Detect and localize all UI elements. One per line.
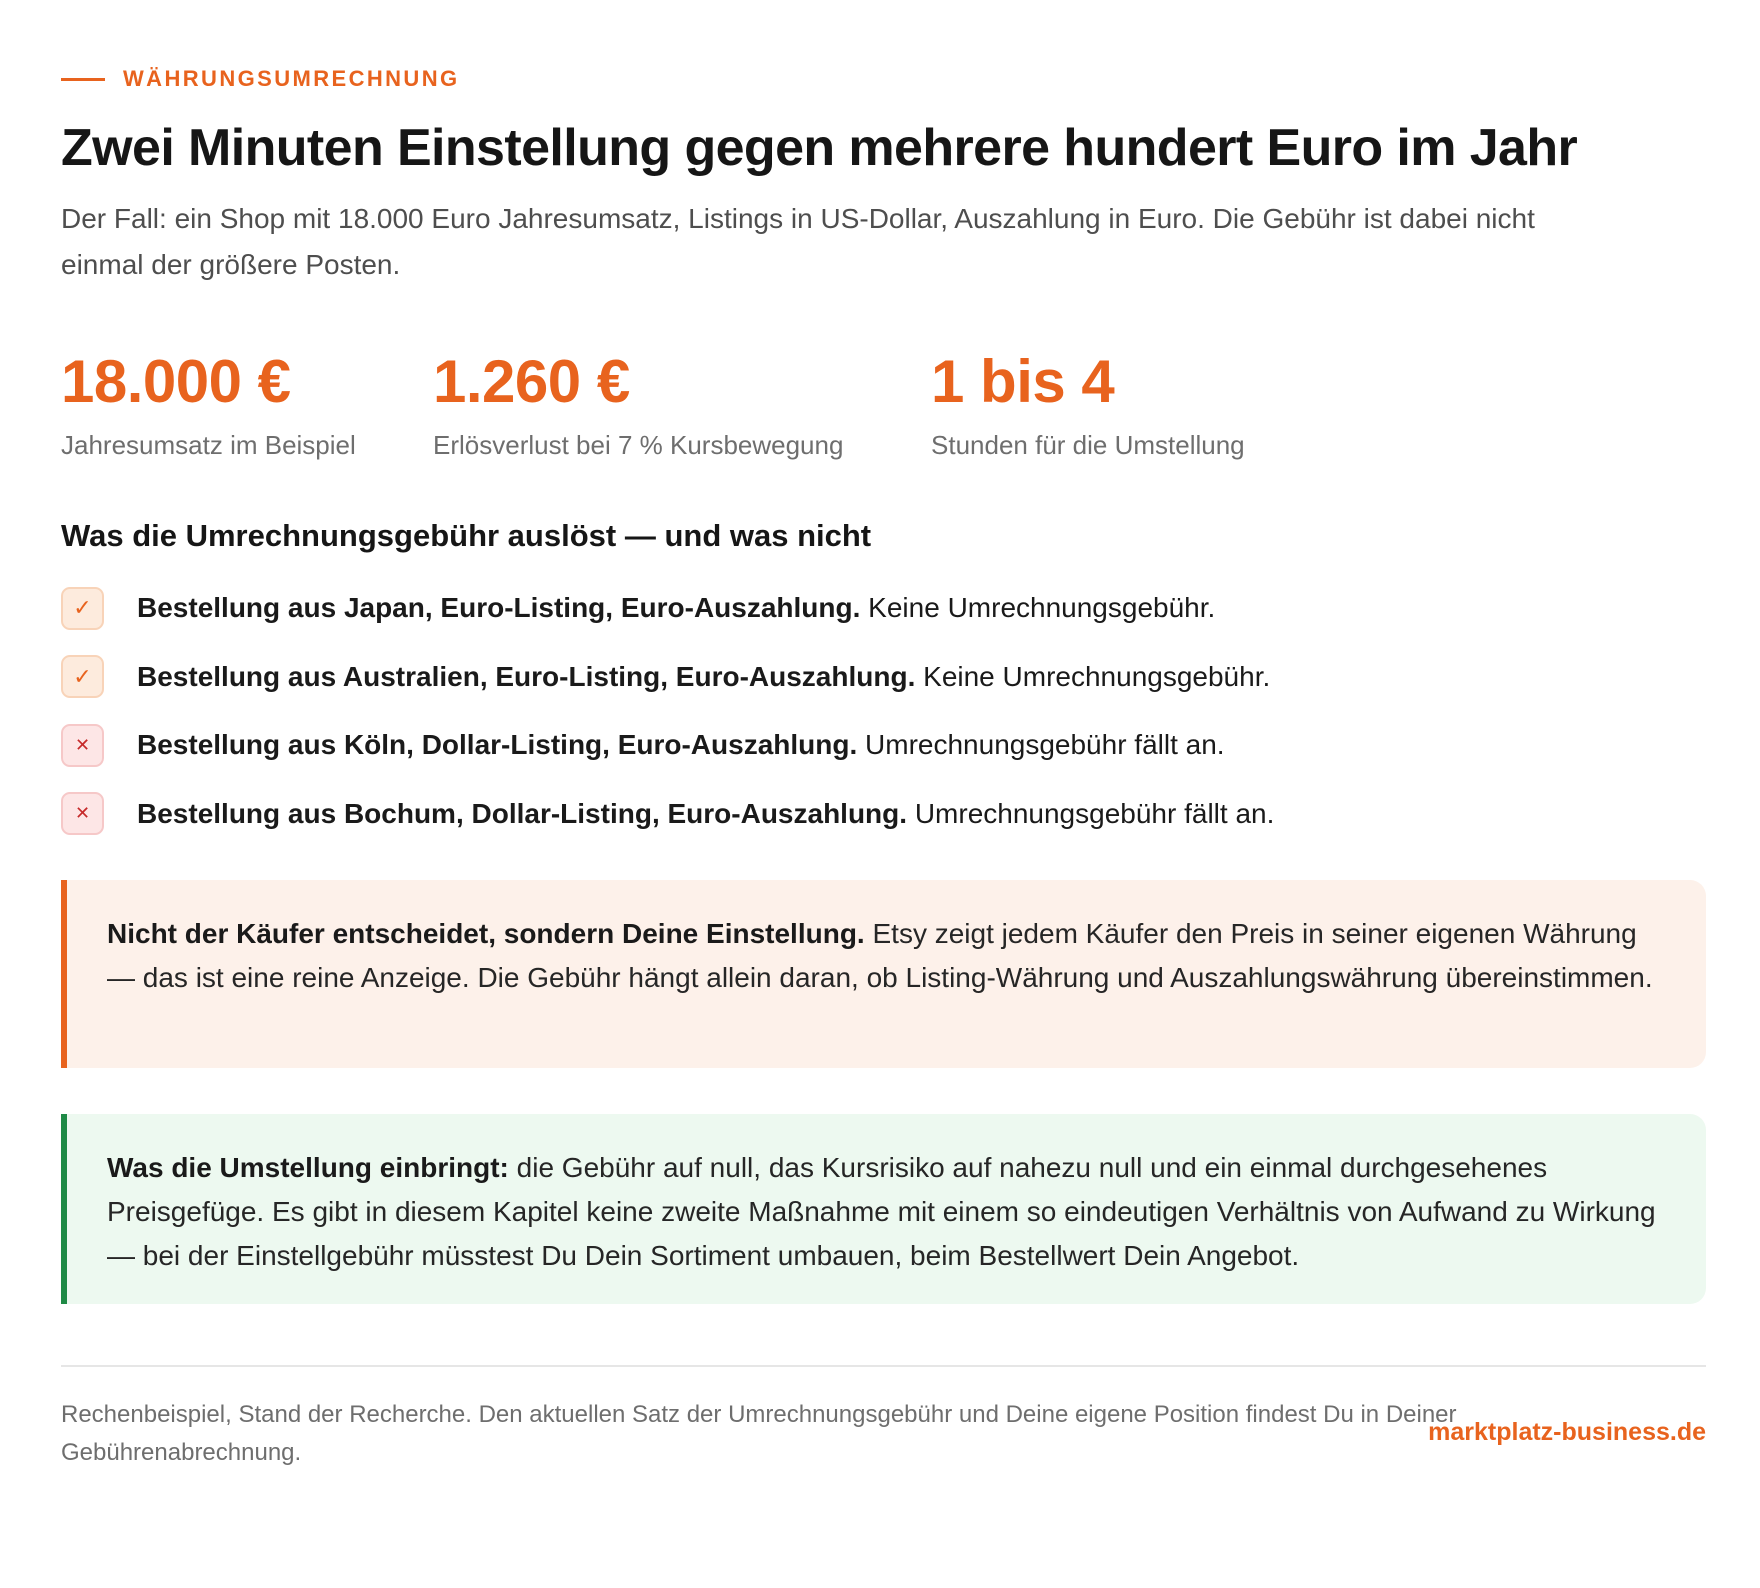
list-item-rest: Umrechnungsgebühr fällt an. [907,797,1275,829]
section-heading: Was die Umrechnungsgebühr auslöst — und was nicht [61,518,872,553]
footer-note: Rechenbeispiel, Stand der Recherche. Den aktuellen Satz der Umrechnungsgebühr und Deine eigene Position findest Du in Deiner Gebührenabrechnung. [61,1401,1457,1466]
callout-text: die Gebühr auf null, das Kursrisiko auf nahezu null und ein einmal durchgesehenes Preisgefüge. Es gibt in diesem Kapitel keine zweite Maßnahme mit einem so eindeutigen Verhältnis von Aufwand zu Wirkung — bei der Einstellgebühr müsstest Du Dein Sortiment umbauen, beim Bestellwert Dein Angebot. [107,1152,1656,1271]
check-icon: ✓ [61,587,104,630]
stat-value: 18.000 € [61,348,291,415]
page-subtitle: Der Fall: ein Shop mit 18.000 Euro Jahresumsatz, Listings in US-Dollar, Auszahlung in Euro. Die Gebühr ist dabei nicht einmal der größere Posten. [61,203,1535,280]
stat-value: 1 bis 4 [931,348,1115,415]
eyebrow [61,66,460,92]
check-icon: ✓ [61,655,104,698]
list-item-bold: Bestellung aus Köln, Dollar-Listing, Euro-Auszahlung. [137,729,858,760]
stat-label: Jahresumsatz im Beispiel [61,430,356,460]
list-item [61,723,1661,767]
infographic-card [61,0,1706,1588]
list-item-text [137,729,1225,761]
list-item [61,586,1661,630]
callout-warning [61,880,1706,1068]
list-item-rest: Umrechnungsgebühr fällt an. [857,729,1225,760]
fee-trigger-list [61,586,1661,860]
stat-setup-hours [931,350,1245,461]
list-item-bold: Bestellung aus Japan, Euro-Listing, Euro-Auszahlung. [137,592,861,623]
cross-icon: ✕ [61,792,104,835]
list-item-rest: Keine Umrechnungsgebühr. [915,660,1271,692]
list-item-rest: Keine Umrechnungsgebühr. [860,592,1216,623]
list-item-text [137,592,1215,624]
callout-bold: Nicht der Käufer entscheidet, sondern Deine Einstellung. [107,918,865,949]
stat-label: Erlösverlust bei 7 % Kursbewegung [433,430,844,460]
list-item-text [137,661,1270,693]
page-title: Zwei Minuten Einstellung gegen mehrere hundert Euro im Jahr [61,119,1578,177]
stat-value: 1.260 € [433,348,630,415]
list-item [61,792,1661,836]
cross-icon: ✕ [61,724,104,767]
eyebrow-label: WÄHRUNGSUMRECHNUNG [123,66,460,91]
list-item-bold: Bestellung aus Bochum, Dollar-Listing, Euro-Auszahlung. [137,797,908,829]
list-item-bold: Bestellung aus Australien, Euro-Listing, Euro-Auszahlung. [137,660,916,692]
stat-revenue-loss [433,350,843,461]
callout-benefit [61,1114,1706,1304]
list-item-text [137,798,1274,830]
stat-label: Stunden für die Umstellung [931,430,1245,460]
brand-link[interactable]: marktplatz-business.de [1428,1418,1706,1446]
stats-row [61,350,1361,460]
stat-annual-revenue [61,350,356,461]
callout-bold: Was die Umstellung einbringt: [107,1152,509,1183]
footer-divider [61,1365,1706,1367]
list-item [61,655,1661,699]
callout-text: Etsy zeigt jedem Käufer den Preis in seiner eigenen Währung — das ist eine reine Anzeige. Die Gebühr hängt allein daran, ob Listing-Währung und Auszahlungswährung übereinstimmen. [107,918,1653,993]
eyebrow-rule [61,78,105,81]
